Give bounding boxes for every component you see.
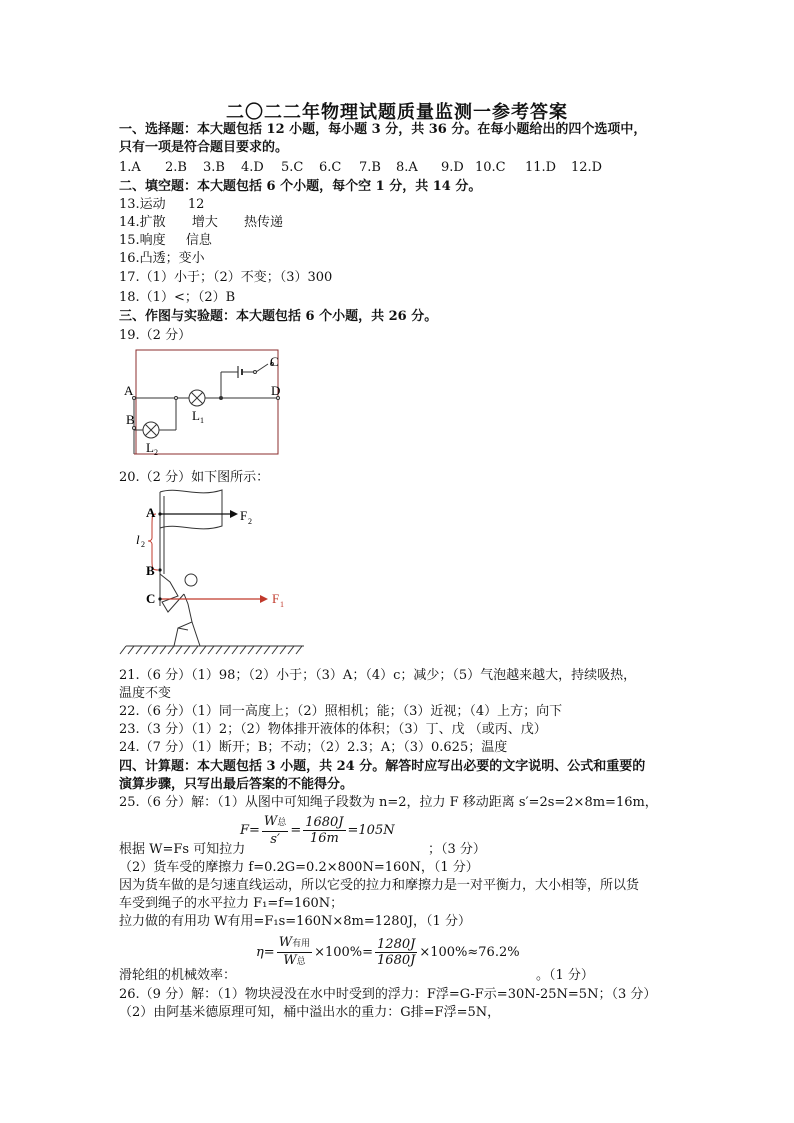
circuit-label-a: A: [124, 383, 134, 398]
lamp-label-l2-sub: 2: [154, 448, 158, 457]
answer-25-line2b: ；（3 分）: [428, 842, 486, 857]
formula-eff-frac1: [277, 935, 312, 970]
formula-eff-num2: 1280J: [377, 937, 416, 952]
force-label-c: C: [146, 591, 156, 606]
answer-7: 7.B: [359, 160, 381, 175]
formula-eff-den-sub: 总: [296, 957, 306, 967]
formula-eff-den2: 1680J: [377, 953, 416, 968]
answer-8: 8.A: [396, 160, 418, 175]
force-label-f2-sub: 2: [248, 517, 252, 526]
section4-heading: 四、计算题：本大题包括 3 小题，共 24 分。解答时应写出必要的文字说明、公式和重要的: [119, 759, 646, 774]
answer-9: 9.D: [441, 160, 464, 175]
answer-25-line1: 25.（6 分）解：（1）从图中可知绳子段数为 n=2，拉力 F 移动距离 s′=2s=2×8m=16m，: [119, 795, 658, 810]
answer-14-c: 热传递: [243, 215, 283, 230]
answer-14-b: 增大: [191, 215, 218, 230]
answer-12: 12.D: [571, 160, 603, 175]
formula-eff-den-w: W: [283, 953, 297, 968]
answer-14: [119, 214, 283, 232]
answer-20: 20.（2 分）如下图所示：: [119, 470, 270, 485]
answer-21: 21.（6 分）（1）98；（2）小于；（3）A；（4）c；减少；（5）气泡越来越大，持续吸热，: [119, 668, 637, 683]
answer-24: 24.（7 分）（1）断开；B；不动；（2）2.3；A；（3）0.625；温度: [119, 740, 508, 755]
answer-4: 4.D: [241, 160, 264, 175]
answer-6: 6.C: [319, 160, 342, 175]
answer-26-line1: 26.（9 分）解：（1）物块浸没在水中时受到的浮力：F浮=G-F示=30N-25N=5N；（3 分）: [119, 987, 657, 1002]
lamp-label-l1-sub: 1: [200, 416, 204, 425]
answer-13-b: 12: [187, 197, 205, 212]
section1-heading: 一、选择题：本大题包括 12 小题，每小题 3 分，共 36 分。在每小题给出的四个选项中，: [119, 122, 647, 137]
force-label-f1: F: [272, 591, 280, 606]
answer-19: 19.（2 分）: [119, 328, 192, 343]
formula-force-den: s′: [270, 832, 280, 847]
answer-18: 18.（1）<；（2）B: [119, 290, 236, 305]
formula-force: [240, 814, 395, 847]
answer-17: 17.（1）小于；（2）不变；（3）300: [119, 270, 333, 285]
answer-10: 10.C: [475, 160, 506, 175]
formula-eff-num-w: W: [278, 935, 293, 950]
force-label-f2: F: [240, 508, 248, 523]
formula-force-num-w: W: [263, 814, 278, 829]
answer-23: 23.（3 分）（1）2；（2）物体排开液体的体积；（3）丁、戊 （或丙、戊）: [119, 722, 547, 737]
answer-1: 1.A: [119, 160, 141, 175]
formula-force-frac1: [262, 814, 288, 847]
answer-11: 11.D: [525, 160, 557, 175]
formula-force-den2: 16m: [309, 831, 339, 846]
section1-heading-cont: 只有一项是符合题目要求的。: [119, 140, 289, 155]
formula-eff-num-sub: 有用: [292, 939, 311, 949]
answer-22: 22.（6 分）（1）同一高度上；（2）照相机；能；（3）近视；（4）上方；向下: [119, 704, 563, 719]
formula-force-num-sub: 总: [277, 818, 287, 828]
force-diagram: [118, 486, 308, 662]
answer-13: [119, 196, 204, 214]
formula-eff-frac2: [375, 937, 417, 968]
answer-5: 5.C: [281, 160, 304, 175]
lamp-label-l2: L: [146, 440, 154, 455]
formula-efficiency: [256, 935, 520, 970]
page-title: 二〇二二年物理试题质量监测一参考答案: [226, 102, 568, 123]
formula-force-lhs: F=: [240, 823, 260, 838]
answer-15: [119, 232, 212, 250]
formula-force-num2: 1680J: [305, 815, 344, 830]
circuit-label-d: D: [271, 383, 281, 398]
force-label-b: B: [146, 563, 155, 578]
answer-15-a: 15.响度: [119, 233, 166, 248]
formula-force-frac2: [303, 815, 345, 846]
answer-13-a: 13.运动: [119, 197, 166, 212]
answer-26-line2: （2）由阿基米德原理可知，桶中溢出水的重力：G排=F浮=5N，: [119, 1005, 501, 1020]
answer-16: 16.凸透；变小: [119, 251, 205, 266]
section4-heading-cont: 演算步骤，只写出最后答案的不能得分。: [119, 777, 354, 792]
circuit-diagram: [120, 346, 290, 466]
answer-2: 2.B: [165, 160, 187, 175]
section3-heading: 三、作图与实验题：本大题包括 6 个小题，共 26 分。: [119, 309, 438, 324]
arm-label-l2: l: [136, 532, 140, 547]
formula-eff-rhs: ×100%≈76.2%: [419, 945, 520, 960]
answer-25-line3: （2）货车受的摩擦力 f=0.2G=0.2×800N=160N，（1 分）: [119, 860, 479, 875]
answer-3: 3.B: [203, 160, 225, 175]
answer-25-line2a: 根据 W=Fs 可知拉力: [119, 842, 246, 857]
answer-25-line4: 因为货车做的是匀速直线运动，所以它受的拉力和摩擦力是一对平衡力，大小相等，所以货: [119, 878, 640, 893]
force-label-f1-sub: 1: [280, 600, 284, 609]
answer-15-b: 信息: [185, 233, 212, 248]
section2-heading: 二、填空题：本大题包括 6 个小题，每个空 1 分，共 14 分。: [119, 179, 482, 194]
answer-25-line7b: 。（1 分）: [536, 968, 594, 983]
answer-14-a: 14.扩散: [119, 215, 166, 230]
answer-21-cont: 温度不变: [119, 686, 172, 701]
arm-label-l2-sub: 2: [141, 540, 145, 549]
circuit-label-c: C: [270, 354, 279, 369]
lamp-label-l1: L: [192, 408, 200, 423]
answer-25-line7a: 滑轮组的机械效率：: [119, 968, 237, 983]
formula-eff-lhs: η=: [256, 945, 275, 960]
formula-eff-mid: ×100%=: [314, 945, 374, 960]
answer-25-line5: 车受到绳子的水平拉力 F₁=f=160N；: [119, 896, 344, 911]
circuit-label-b: B: [126, 412, 135, 427]
force-label-a: A: [146, 505, 156, 520]
answer-25-line6: 拉力做的有用功 W有用=F₁s=160N×8m=1280J，（1 分）: [119, 914, 471, 929]
formula-force-rhs: =105N: [347, 823, 395, 838]
formula-force-eq: =: [290, 823, 302, 838]
